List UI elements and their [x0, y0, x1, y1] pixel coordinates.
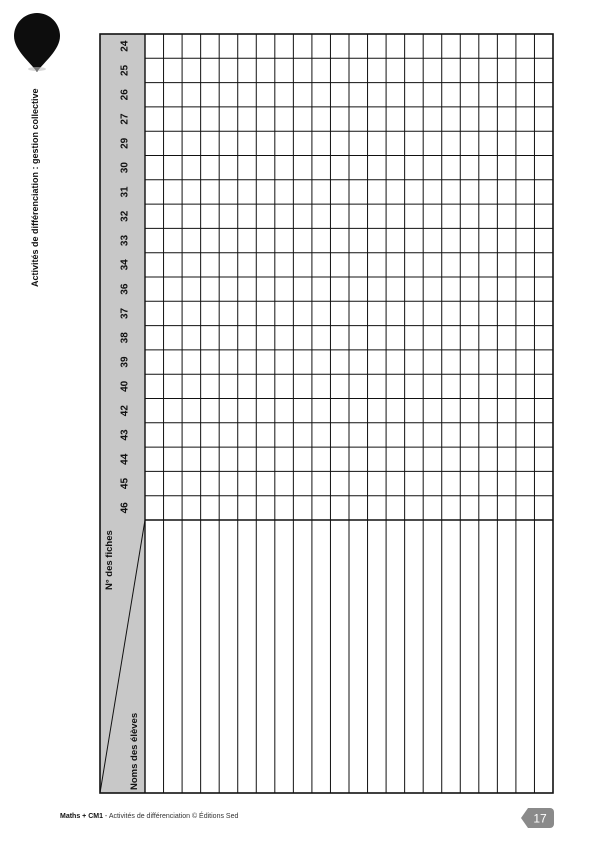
fiche-number: 30	[119, 162, 131, 174]
page-number: 17	[533, 811, 547, 826]
fiche-number: 34	[119, 259, 131, 271]
fiche-number: 38	[119, 332, 131, 344]
fiche-number: 40	[119, 380, 131, 392]
fiche-number: 36	[119, 283, 131, 295]
corner-label-eleves: Noms des élèves	[129, 712, 140, 790]
fiche-number: 29	[119, 137, 131, 149]
fiche-number: 46	[119, 502, 131, 514]
fiche-number: 43	[119, 429, 131, 441]
fiche-number: 26	[119, 89, 131, 101]
fiche-number: 33	[119, 234, 131, 247]
fiche-number: 44	[119, 453, 131, 465]
fiche-number: 24	[119, 40, 131, 52]
page-number-badge	[520, 806, 556, 830]
fiche-number: 27	[119, 113, 131, 125]
fiche-number: 42	[119, 405, 131, 417]
corner-label-fiches: N° des fiches	[104, 530, 115, 590]
footer	[60, 813, 238, 820]
fiche-number: 45	[119, 477, 131, 490]
footer-brand: Maths + CM1	[60, 813, 103, 820]
fiche-number: 37	[119, 307, 131, 320]
fiche-number: 31	[119, 186, 131, 198]
fiche-number: 39	[119, 356, 131, 368]
table-border	[100, 34, 553, 793]
page-heading-text: Activités de différenciation : gestion collective	[30, 88, 40, 287]
fiche-number: 32	[119, 210, 131, 222]
fiche-number: 25	[119, 64, 131, 77]
footer-text: - Activités de différenciation © Éditions Sed	[102, 813, 239, 820]
